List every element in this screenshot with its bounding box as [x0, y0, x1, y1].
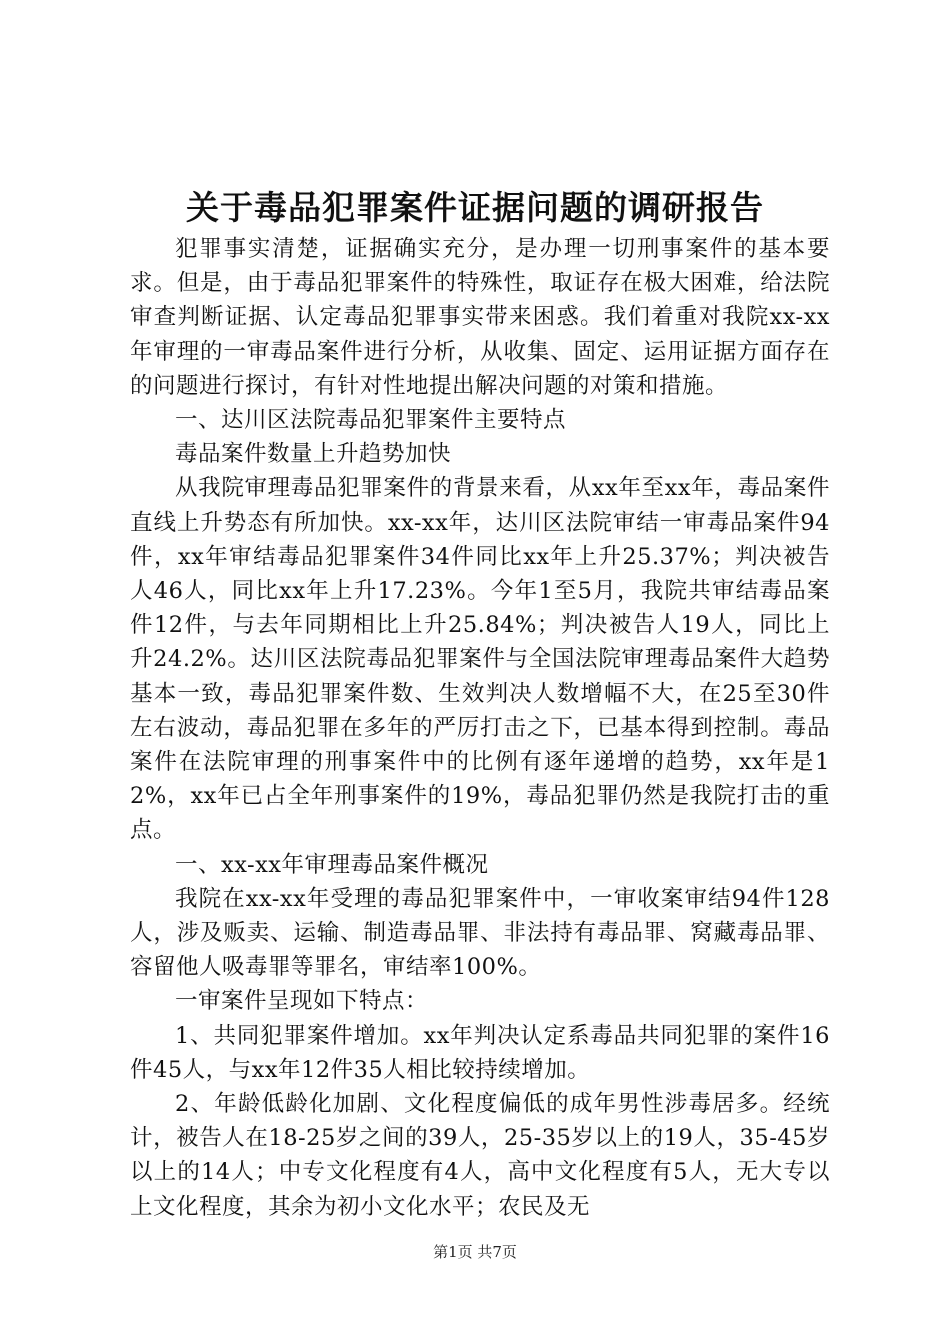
page-title: 关于毒品犯罪案件证据问题的调研报告: [186, 188, 764, 227]
paragraph-intro: 犯罪事实清楚，证据确实充分，是办理一切刑事案件的基本要求。但是，由于毒品犯罪案件的特殊性，取证存在极大困难，给法院审查判断证据、认定毒品犯罪事实带来困惑。我们着重对我院xx-xx年审理的一审毒品案件进行分析，从收集、固定、运用证据方面存在的问题进行探讨，有针对性地提出解决问题的对策和措施。: [130, 236, 830, 399]
page-number-footer: 第1页 共7页: [433, 1243, 517, 1261]
paragraph-overview: 我院在xx-xx年受理的毒品犯罪案件中，一审收案审结94件128人，涉及贩卖、运输、制造毒品罪、非法持有毒品罪、窝藏毒品罪、容留他人吸毒罪等罪名，审结率100%。: [130, 885, 830, 981]
paragraph-features-intro: 一审案件呈现如下特点：: [175, 988, 429, 1015]
section-heading-main-features: 一、达川区法院毒品犯罪案件主要特点: [175, 407, 567, 434]
section-heading-overview: 一、xx-xx年审理毒品案件概况: [175, 851, 489, 878]
document-body: [130, 232, 830, 1224]
list-item-age-education: 2、年龄低龄化加剧、文化程度偏低的成年男性涉毒居多。经统计，被告人在18-25岁之间的39人，25-35岁以上的19人，35-45岁以上的14人；中专文化程度有4人，高中文化程度有5人，无大专以上文化程度，其余为初小文化水平；农民及无: [130, 1091, 830, 1220]
list-item-joint-crime: 1、共同犯罪案件增加。xx年判决认定系毒品共同犯罪的案件16件45人，与xx年12件35人相比较持续增加。: [130, 1022, 830, 1083]
subheading-case-trend: 毒品案件数量上升趋势加快: [175, 441, 452, 468]
paragraph-case-statistics: 从我院审理毒品犯罪案件的背景来看，从xx年至xx年，毒品案件直线上升势态有所加快。xx-xx年，达川区法院审结一审毒品案件94件，xx年审结毒品犯罪案件34件同比xx年上升25.37%；判决被告人46人，同比xx年上升17.23%。今年1至5月，我院共审结毒品案件12件，与去年同期相比上升25.84%；判决被告人19人，同比上升24.2%。达川区法院毒品犯罪案件与全国法院审理毒品案件大趋势基本一致，毒品犯罪案件数、生效判决人数增幅不大，在25至30件左右波动，毒品犯罪在多年的严厉打击之下，已基本得到控制。毒品案件在法院审理的刑事案件中的比例有逐年递增的趋势，xx年是12%，xx年已占全年刑事案件的19%，毒品犯罪仍然是我院打击的重点。: [130, 475, 830, 844]
